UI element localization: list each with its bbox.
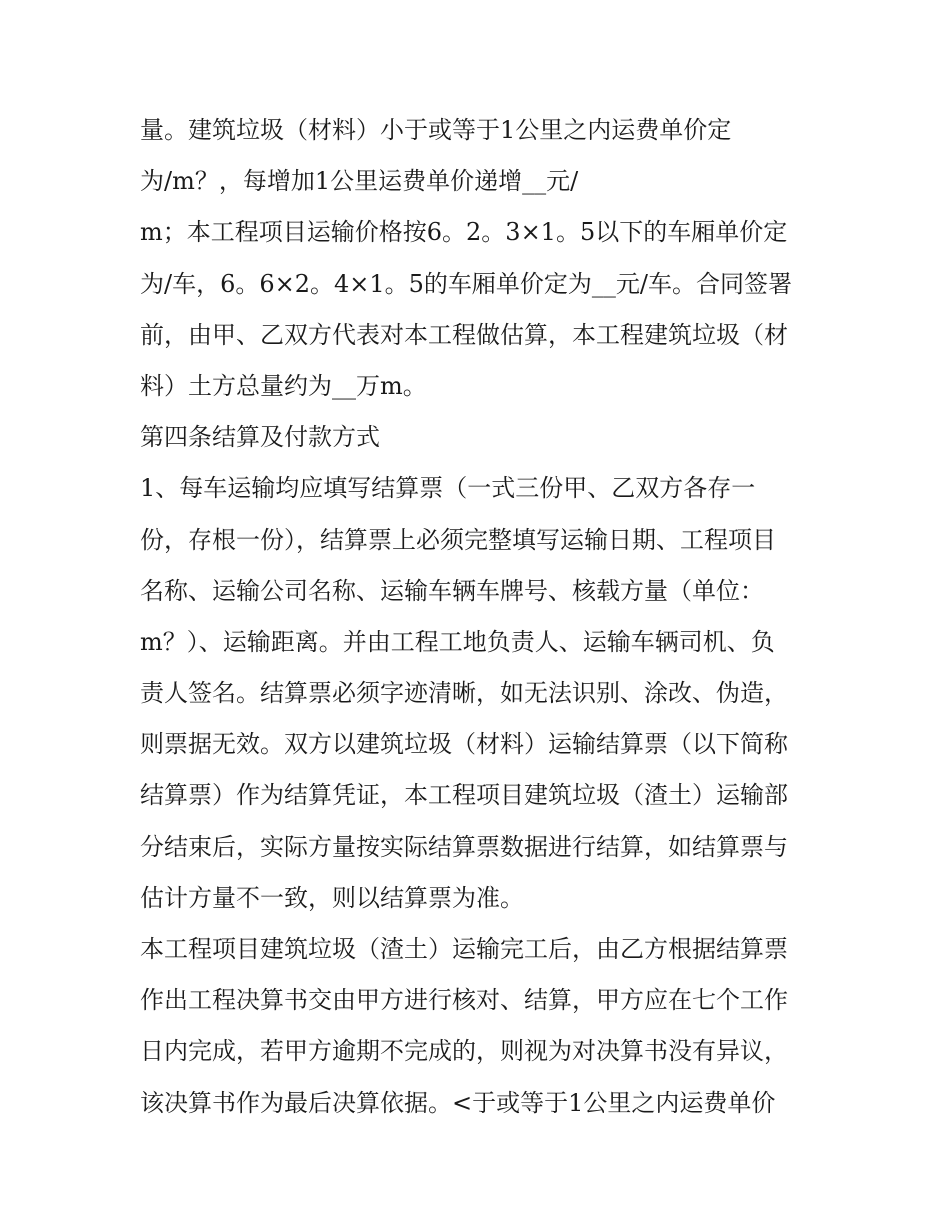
text-line: m；本工程项目运输价格按6。2。3×1。5以下的车厢单价定: [140, 218, 788, 247]
text-line: 估计方量不一致，则以结算票为准。: [140, 883, 524, 912]
document-body: [140, 108, 820, 1132]
text-line: 量。建筑垃圾（材料）小于或等于1公里之内运费单价定: [140, 116, 732, 144]
text-line: 前，由甲、乙双方代表对本工程做估算，本工程建筑垃圾（材: [140, 320, 788, 349]
text-line: 结算票）作为结算凭证，本工程项目建筑垃圾（渣土）运输部: [140, 781, 788, 810]
text-line: 1、每车运输均应填写结算票（一式三份甲、乙双方各存一: [140, 474, 756, 503]
text-line: 本工程项目建筑垃圾（渣土）运输完工后，由乙方根据结算票: [140, 935, 788, 963]
text-line: 日内完成，若甲方逾期不完成的，则视为对决算书没有异议，: [140, 1037, 788, 1066]
text-line: 料）土方总量约为__万m。: [140, 371, 427, 400]
section-heading: 第四条结算及付款方式: [140, 423, 380, 452]
text-line: 则票据无效。双方以建筑垃圾（材料）运输结算票（以下简称: [140, 730, 788, 759]
text-line: m？）、运输距离。并由工程工地负责人、运输车辆司机、负: [140, 627, 775, 656]
text-line: 为/车，6。6×2。4×1。5的车厢单价定为__元/车。合同签署: [140, 269, 793, 298]
text-line: 为/m？，每增加1公里运费单价递增__元/: [140, 167, 579, 196]
text-line: 分结束后，实际方量按实际结算票数据进行结算，如结算票与: [140, 832, 788, 861]
text-line: 份，存根一份），结算票上必须完整填写运输日期、工程项目: [140, 525, 776, 554]
text-line: 作出工程决算书交由甲方进行核对、结算，甲方应在七个工作: [140, 986, 788, 1015]
text-line: 该决算书作为最后决算依据。<于或等于1公里之内运费单价: [140, 1088, 776, 1117]
text-line: 责人签名。结算票必须字迹清晰，如无法识别、涂改、伪造，: [140, 679, 788, 708]
text-line: 名称、运输公司名称、运输车辆车牌号、核载方量（单位：: [140, 576, 764, 605]
